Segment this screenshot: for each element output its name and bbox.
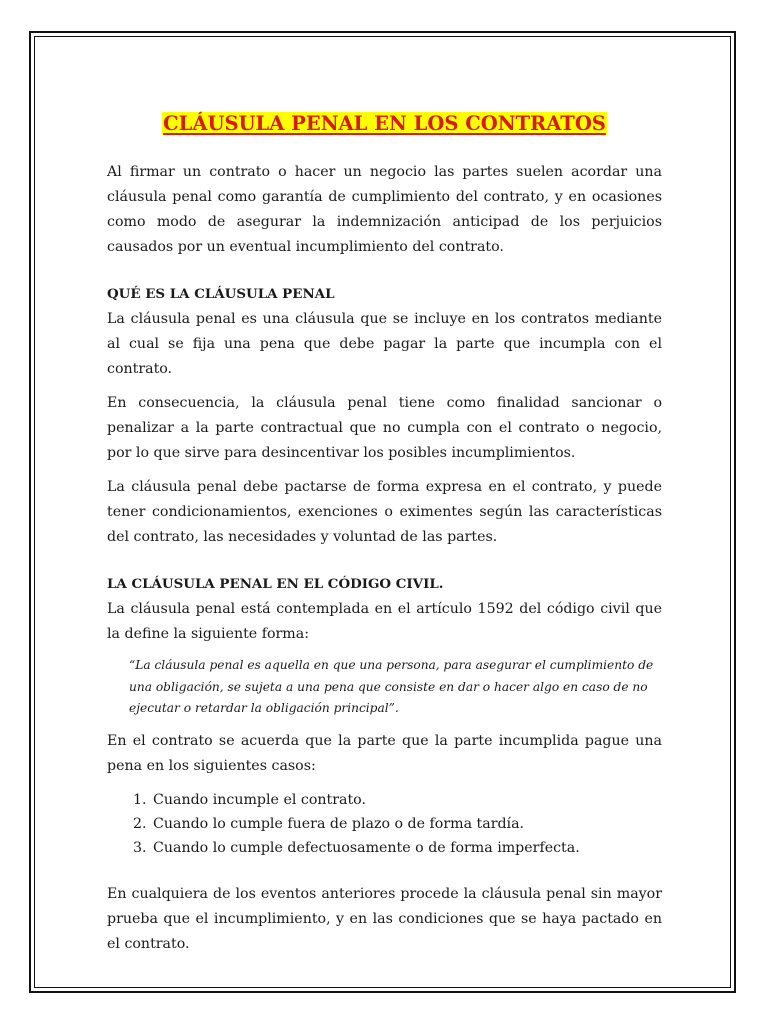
section1-paragraph-3: La cláusula penal debe pactarse de forma expresa en el contrato, y puede tener condicionamientos, exenciones o eximentes según las características del contrato, las necesidades y voluntad de las partes.	[107, 479, 662, 545]
section-heading-que-es: QUÉ ES LA CLÁUSULA PENAL	[107, 286, 335, 302]
list-item: 1. Cuando incumple el contrato.	[151, 788, 662, 812]
conclusion-paragraph: En cualquiera de los eventos anteriores procede la cláusula penal sin mayor prueba que el incumplimiento, y en las condiciones que se haya pactado en el contrato.	[107, 885, 662, 952]
document-title-text: CLÁUSULA PENAL EN LOS CONTRATOS	[163, 112, 606, 135]
section2-paragraph-2: En el contrato se acuerda que la parte que la parte incumplida pague una pena en los siguientes casos:	[107, 732, 662, 774]
section-heading-codigo-civil: LA CLÁUSULA PENAL EN EL CÓDIGO CIVIL.	[107, 576, 444, 592]
intro-paragraph: Al firmar un contrato o hacer un negocio las partes suelen acordar una cláusula penal como garantía de cumplimiento del contrato, y en ocasiones como modo de asegurar la indemnización anticipad de los perjuicios causados por un eventual incumplimiento del contrato.	[107, 164, 662, 255]
cases-list	[107, 788, 662, 860]
section1-paragraph-1: La cláusula penal es una cláusula que se incluye en los contratos mediante al cual se fija una pena que debe pagar la parte que incumpla con el contrato.	[107, 311, 662, 377]
list-item: 2. Cuando lo cumple fuera de plazo o de forma tardía.	[151, 812, 662, 836]
civil-code-quote: “La cláusula penal es aquella en que una persona, para asegurar el cumplimiento de una obligación, se sujeta a una pena que consiste en dar o hacer algo en caso de no ejecutar o retardar la obligación principal”.	[129, 658, 654, 715]
section2-paragraph-1: La cláusula penal está contemplada en el artículo 1592 del código civil que la define la siguiente forma:	[107, 601, 662, 642]
document-title	[107, 106, 662, 138]
document-body	[107, 106, 662, 957]
list-item: 3. Cuando lo cumple defectuosamente o de forma imperfecta.	[151, 836, 662, 860]
section1-paragraph-2: En consecuencia, la cláusula penal tiene como finalidad sancionar o penalizar a la parte contractual que no cumpla con el contrato o negocio, por lo que sirve para desincentivar los posibles incumplimientos.	[107, 395, 662, 461]
